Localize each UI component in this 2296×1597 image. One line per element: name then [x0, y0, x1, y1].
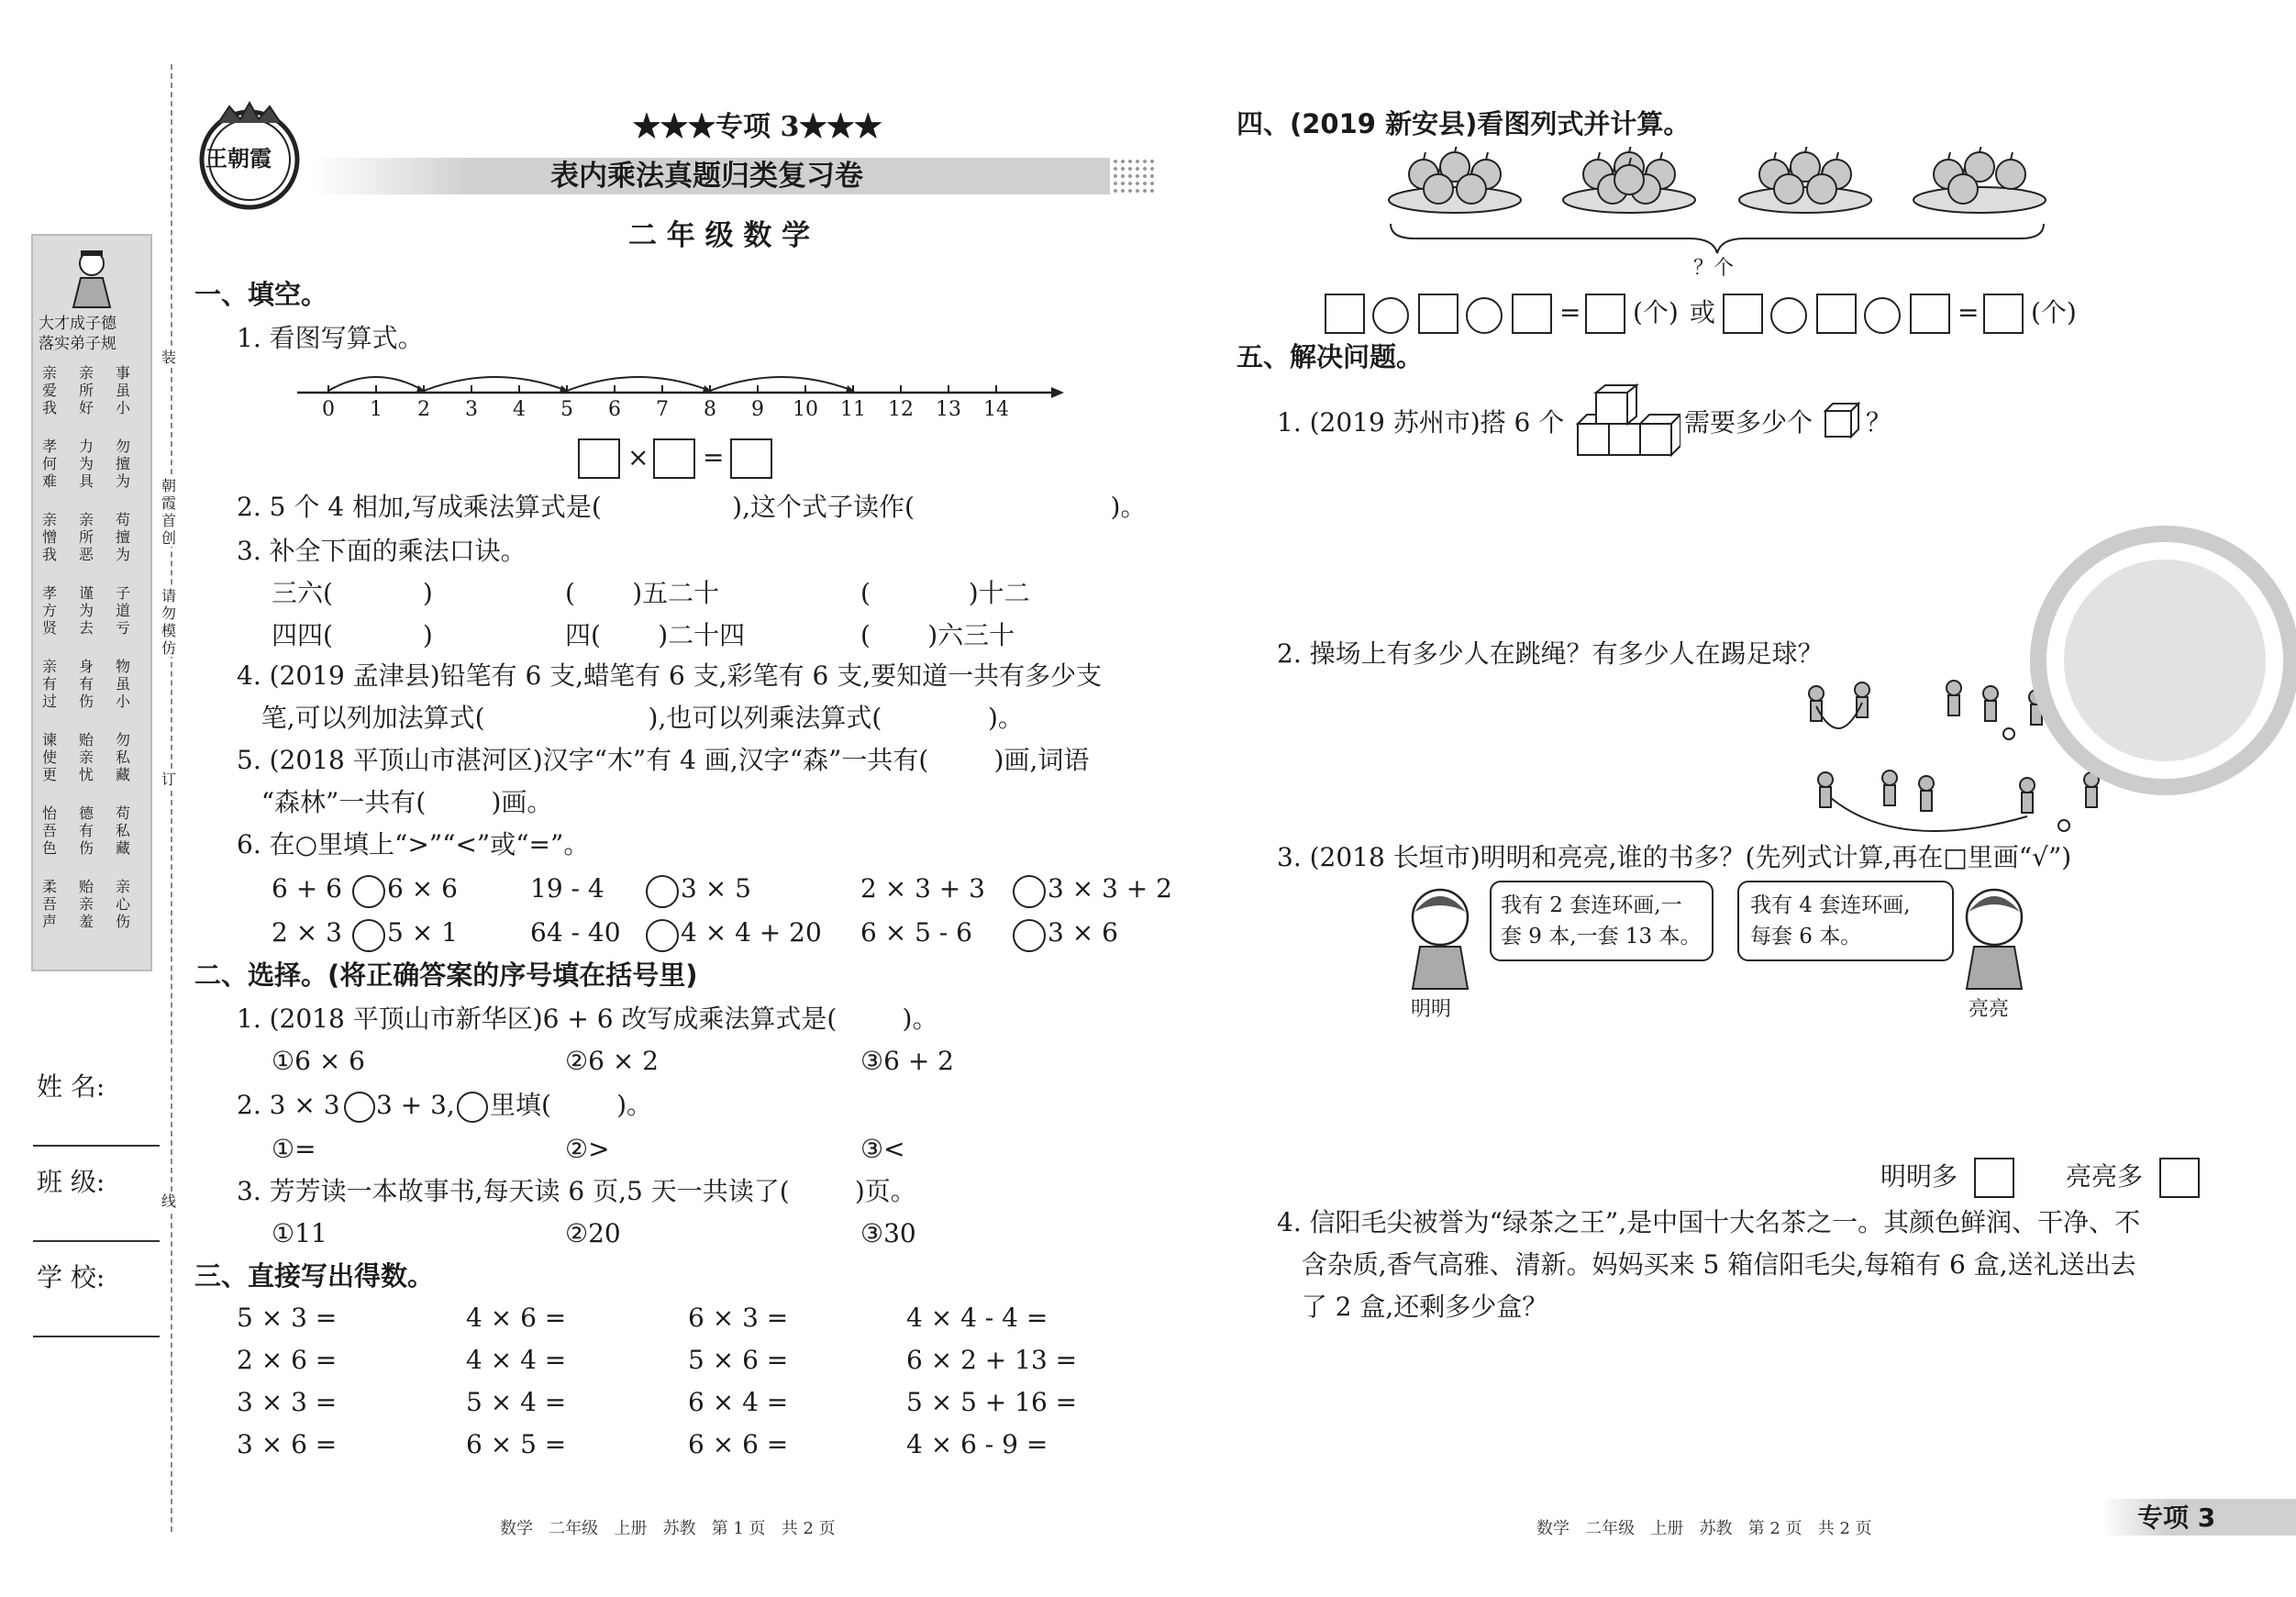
p2-text: 2. 操场上有多少人在跳绳？有多少人在踢足球？ [1277, 638, 1824, 669]
mingming-avatar [1394, 881, 1486, 991]
motto-column: 贻亲羞 [78, 878, 94, 930]
apple-plate [1387, 147, 1523, 215]
q3-item: 四( )二十四 [565, 620, 746, 650]
calc-item: 2 × 6 = [237, 1345, 338, 1375]
calc-item: 6 × 2 + 13 = [906, 1345, 1078, 1375]
q4-text-line1: 4. (2019 孟津县)铅笔有 6 支,蜡笔有 6 支,彩笔有 6 支,要知道一共有多少支 [237, 660, 1103, 691]
q1-factor2-box[interactable] [653, 438, 695, 479]
school-field[interactable] [33, 1336, 160, 1337]
logo-text: 王朝霞 [205, 145, 272, 172]
motto-column: 勿擅为 [115, 438, 130, 490]
calc-item: 6 × 4 = [688, 1387, 789, 1417]
q6-compare-circle[interactable] [352, 875, 385, 908]
q4-text-line2: 笔,可以列加法算式( ),也可以列乘法算式( )。 [237, 703, 1024, 733]
total-brace [1387, 220, 2047, 257]
q1-times-sign: × [627, 442, 649, 472]
motto-sidebar [31, 234, 152, 971]
motto-column: 苟私藏 [115, 804, 130, 857]
c2-option: ②> [565, 1134, 610, 1164]
q6-right-expr: 5 × 1 [387, 917, 458, 948]
calc-item: 6 × 6 = [688, 1429, 789, 1459]
q6-right-expr: 3 × 5 [681, 873, 751, 904]
number-line [294, 358, 1064, 431]
number-line-label: 7 [656, 398, 669, 421]
class-field[interactable] [33, 1240, 160, 1242]
section5-title: 五、解决问题。 [1237, 341, 1424, 372]
number-line-label: 9 [751, 398, 764, 421]
calc-item: 6 × 3 = [688, 1303, 789, 1333]
mingming-name: 明明 [1411, 998, 1452, 1021]
q3-item: 四四( ) [272, 620, 433, 650]
number-line-label: 8 [704, 398, 716, 421]
p1-text-b: 需要多少个 [1684, 407, 1814, 438]
c2-text-a: 2. 3 × 3 [237, 1090, 340, 1120]
q3-item: 三六( ) [272, 578, 433, 608]
header-dot-pattern [1112, 158, 1156, 194]
equation-term-box[interactable] [1325, 294, 1365, 334]
section1-title: 一、填空。 [194, 279, 328, 310]
motto-column: 孝何难 [41, 438, 57, 490]
number-line-label: 13 [936, 398, 961, 421]
motto-column: 身有伤 [78, 658, 94, 710]
c1-option: ②6 × 2 [565, 1046, 659, 1076]
badge-label: ★★★专项 3★★★ [633, 111, 882, 143]
binding-strip-label: 请勿模仿 [161, 587, 176, 657]
number-line-label: 5 [560, 398, 573, 421]
number-line-label: 6 [608, 398, 621, 421]
section3-title: 三、直接写出得数。 [194, 1260, 435, 1292]
section-tag: 专项 3 [2137, 1503, 2216, 1533]
section4-title: 四、(2019 新安县)看图列式并计算。 [1237, 108, 1691, 139]
number-line-label: 1 [370, 398, 383, 421]
motto-line-1: 大才成子德 [39, 315, 116, 333]
name-label: 姓 名: [37, 1071, 105, 1102]
q6-left-expr: 64 - 40 [530, 917, 621, 948]
number-line-label: 2 [417, 398, 430, 421]
c1-option: ①6 × 6 [272, 1046, 365, 1076]
q6-left-expr: 19 - 4 [530, 873, 605, 904]
page1-footer: 数学 二年级 上册 苏教 第 1 页 共 2 页 [500, 1519, 836, 1538]
mingming-more-label: 明明多 [1880, 1161, 1958, 1192]
page-subtitle: 二 年 级 数 学 [628, 219, 811, 252]
equation-operator-circle[interactable] [1466, 297, 1503, 334]
equation-term-box[interactable] [1418, 294, 1459, 334]
p4-text-line2: 含杂质,香气高雅、清新。妈妈买来 5 箱信阳毛尖,每箱有 6 盒,送礼送出去 [1277, 1249, 2136, 1280]
equation-operator-circle[interactable] [1770, 297, 1807, 334]
section2-title: 二、选择。(将正确答案的序号填在括号里) [194, 959, 698, 991]
equation-term-box[interactable] [1723, 294, 1763, 334]
c3-option: ③30 [860, 1218, 916, 1248]
c3-text: 3. 芳芳读一本故事书,每天读 6 页,5 天一共读了( )页。 [237, 1176, 916, 1206]
number-line-label: 10 [793, 398, 818, 421]
c2-option: ①= [272, 1134, 316, 1164]
calc-item: 4 × 4 = [466, 1345, 567, 1375]
liangliang-speech-line2: 每套 6 本。 [1750, 925, 1862, 948]
calc-item: 6 × 5 = [466, 1429, 567, 1459]
c1-text: 1. (2018 平顶山市新华区)6 + 6 改写成乘法算式是( )。 [237, 1004, 938, 1034]
motto-column: 谏使更 [41, 731, 57, 783]
single-cube-icon [1824, 400, 1860, 440]
q1-equals-sign: = [703, 442, 725, 472]
q6-compare-circle[interactable] [352, 919, 385, 952]
q6-left-expr: 6 + 6 [272, 873, 342, 904]
page-title: 表内乘法真题归类复习卷 [550, 160, 863, 193]
q6-compare-circle[interactable] [646, 875, 679, 908]
motto-column: 谨为去 [78, 584, 94, 637]
calc-item: 5 × 3 = [237, 1303, 338, 1333]
equation-equals-sign: = [1958, 297, 1980, 327]
q6-right-expr: 3 × 3 + 2 [1048, 873, 1172, 904]
c3-option: ②20 [565, 1218, 621, 1248]
equation-or: 或 [1690, 297, 1716, 327]
q6-compare-circle[interactable] [1013, 919, 1046, 952]
apple-plate [1912, 147, 2047, 215]
q1-product-box[interactable] [730, 438, 772, 479]
motto-column: 物虽小 [115, 658, 130, 710]
calc-item: 5 × 6 = [688, 1345, 789, 1375]
calc-item: 4 × 6 - 9 = [906, 1429, 1048, 1459]
class-label: 班 级: [37, 1167, 105, 1197]
q3-item: ( )六三十 [860, 620, 1015, 650]
liangliang-more-label: 亮亮多 [2066, 1161, 2144, 1192]
p4-text-line3: 了 2 盒,还剩多少盒？ [1277, 1292, 1548, 1322]
c2-text-c: 里填( )。 [490, 1090, 653, 1120]
c2-circle-glyph [457, 1092, 488, 1123]
q1-factor1-box[interactable] [578, 438, 620, 479]
q6-right-expr: 6 × 6 [387, 873, 458, 904]
motto-line-2: 落实弟子规 [39, 335, 116, 353]
motto-column: 力为具 [78, 438, 94, 490]
c3-option: ①11 [272, 1218, 327, 1248]
motto-column: 贻亲忧 [78, 731, 94, 783]
apple-plate [1561, 147, 1697, 215]
binding-strip-label: 线 [161, 1192, 176, 1210]
q6-left-expr: 2 × 3 + 3 [860, 873, 985, 904]
p1-text-a: 1. (2019 苏州市)搭 6 个 [1277, 407, 1565, 438]
motto-column: 亲所好 [78, 364, 94, 416]
school-label: 学 校: [37, 1262, 105, 1292]
equation-term-box[interactable] [1512, 294, 1552, 334]
calc-item: 4 × 4 - 4 = [906, 1303, 1048, 1333]
motto-column: 亲所恶 [78, 511, 94, 563]
motto-column: 柔吾声 [41, 878, 57, 930]
q6-compare-circle[interactable] [1013, 875, 1046, 908]
motto-column: 怡吾色 [41, 804, 57, 857]
c2-option: ③< [860, 1134, 905, 1164]
calc-item: 4 × 6 = [466, 1303, 567, 1333]
equation-unit: (个) [2031, 297, 2077, 327]
binding-strip-label: 朝霞首创 [161, 477, 176, 547]
c1-option: ③6 + 2 [860, 1046, 954, 1076]
brace-label: ？个 [1693, 257, 1735, 280]
mingming-speech-line1: 我有 2 套连环画,一 [1501, 893, 1682, 917]
c2-compare-circle[interactable] [344, 1092, 375, 1123]
q3-item: ( )五二十 [565, 578, 720, 608]
binding-dashed-line [171, 64, 172, 1532]
equation-equals-sign: = [1559, 297, 1581, 327]
equation-unit: (个) [1633, 297, 1679, 327]
liangliang-avatar [1948, 881, 2040, 991]
motto-column: 子道亏 [115, 584, 130, 637]
q6-right-expr: 3 × 6 [1048, 917, 1118, 948]
motto-column: 亲心伤 [115, 878, 130, 930]
number-line-label: 11 [840, 398, 866, 421]
calc-item: 5 × 5 + 16 = [906, 1387, 1078, 1417]
c2-text-b: 3 + 3, [376, 1090, 455, 1120]
equation-operator-circle[interactable] [1372, 297, 1409, 334]
motto-column: 亲爱我 [41, 364, 57, 416]
motto-column: 孝方贤 [41, 584, 57, 637]
equation-term-box[interactable] [1910, 294, 1950, 334]
seal-watermark [2027, 523, 2296, 798]
q3-text: 3. 补全下面的乘法口诀。 [237, 536, 527, 566]
q5-text-line1: 5. (2018 平顶山市湛河区)汉字“木”有 4 画,汉字“森”一共有( )画,词语 [237, 745, 1090, 775]
p4-text-line1: 4. 信阳毛尖被誉为“绿茶之王”,是中国十大名茶之一。其颜色鲜润、干净、不 [1277, 1207, 2141, 1237]
motto-column: 事虽小 [115, 364, 130, 416]
p3-text: 3. (2018 长垣市)明明和亮亮,谁的书多？(先列式计算,再在□里画“√”) [1277, 842, 2072, 872]
calc-item: 3 × 6 = [237, 1429, 338, 1459]
equation-result-box[interactable] [1983, 294, 2024, 334]
liangliang-name: 亮亮 [1969, 998, 2010, 1021]
binding-strip-label: 装 [161, 349, 176, 366]
page2-footer: 数学 二年级 上册 苏教 第 2 页 共 2 页 [1536, 1519, 1872, 1538]
number-line-label: 14 [983, 398, 1009, 421]
cube-stack-icon [1569, 383, 1680, 462]
q6-text: 6. 在○里填上“>”“<”或“=”。 [237, 829, 590, 859]
liangliang-speech-line1: 我有 4 套连环画, [1750, 893, 1911, 917]
binding-strip-label: 订 [161, 771, 176, 788]
motto-column: 亲有过 [41, 658, 57, 710]
motto-column: 德有伤 [78, 804, 94, 857]
number-line-label: 0 [322, 398, 335, 421]
equation-result-box[interactable] [1585, 294, 1625, 334]
number-line-label: 12 [888, 398, 914, 421]
brand-logo [193, 99, 303, 209]
number-line-label: 4 [513, 398, 526, 421]
calc-item: 5 × 4 = [466, 1387, 567, 1417]
number-line-label: 3 [465, 398, 478, 421]
q2-text: 2. 5 个 4 相加,写成乘法算式是( ),这个式子读作( )。 [237, 492, 1147, 522]
equation-operator-circle[interactable] [1864, 297, 1901, 334]
liangliang-more-checkbox[interactable] [2159, 1158, 2200, 1198]
name-field[interactable] [33, 1145, 160, 1147]
q5-text-line2: “森林”一共有( )画。 [237, 787, 553, 817]
motto-column: 勿私藏 [115, 731, 130, 783]
motto-column: 苟擅为 [115, 511, 130, 563]
child-illustration [64, 245, 119, 309]
motto-column: 亲憎我 [41, 511, 57, 563]
q6-compare-circle[interactable] [646, 919, 679, 952]
q1-text: 1. 看图写算式。 [237, 323, 424, 353]
mingming-speech-line2: 套 9 本,一套 13 本。 [1501, 925, 1702, 948]
p1-text-c: ？ [1866, 407, 1892, 438]
q6-left-expr: 6 × 5 - 6 [860, 917, 972, 948]
equation-term-box[interactable] [1816, 294, 1857, 334]
mingming-more-checkbox[interactable] [1974, 1158, 2014, 1198]
q6-right-expr: 4 × 4 + 20 [681, 917, 822, 948]
q6-left-expr: 2 × 3 [272, 917, 342, 948]
calc-item: 3 × 3 = [237, 1387, 338, 1417]
apple-plate [1737, 147, 1873, 215]
q3-item: ( )十二 [860, 578, 1030, 608]
